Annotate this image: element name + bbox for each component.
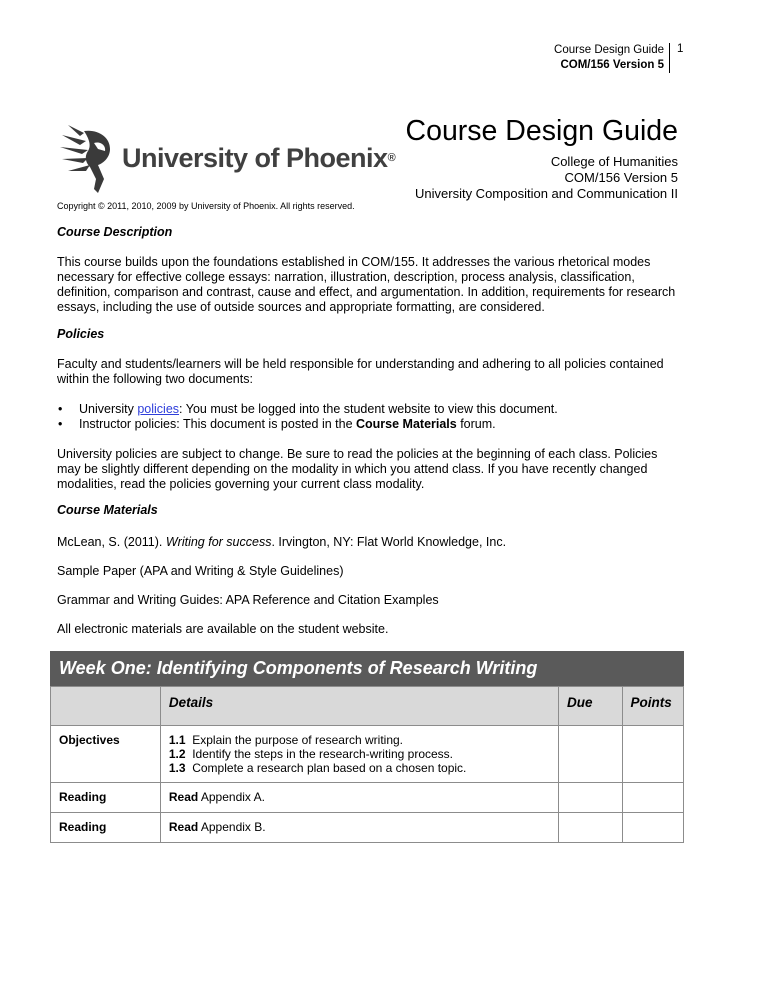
objective-item xyxy=(169,733,550,747)
week-one-heading: Week One: Identifying Components of Research Writing xyxy=(50,651,684,686)
registered-mark: ® xyxy=(387,152,396,164)
points-cell xyxy=(622,783,684,813)
column-header-points: Points xyxy=(622,687,684,726)
policies-section xyxy=(57,327,682,492)
policies-intro: Faculty and students/learners will be held responsible for understanding and adhering to all policies contained within the following two documents: xyxy=(57,357,664,386)
policies-note: University policies are subject to change. Be sure to read the policies at the beginning of each class. Policies may be slightly different depending on the modality in which you attend class. If you have recently changed modalities, read the policies governing your current class modality. xyxy=(57,447,658,491)
table-row xyxy=(51,783,684,813)
bullet-text: Instructor policies: This document is posted in the xyxy=(79,417,356,431)
column-header-label xyxy=(51,687,161,726)
policies-heading: Policies xyxy=(57,327,105,341)
objective-text: Complete a research plan based on a chosen topic. xyxy=(192,761,467,775)
week-one-table xyxy=(50,651,684,843)
reading-verb: Read xyxy=(168,790,199,804)
reading-cell xyxy=(160,783,558,813)
objectives-cell xyxy=(160,726,558,783)
list-item xyxy=(57,402,682,417)
reading-verb: Read xyxy=(168,820,199,834)
reading-cell xyxy=(160,813,558,843)
logo-wordmark-text: University of Phoenix xyxy=(122,143,388,173)
table-row xyxy=(51,813,684,843)
course-description-body: This course builds upon the foundations established in COM/155. It addresses the various rhetorical modes necessary for effective college essays: narration, illustration, description, process analysis, classification, definition, comparison and contrast, cause and effect, and argumentation. In addition, requirements for research essays, including the use of outside sources and appropriate formatting, are considered. xyxy=(57,255,676,314)
textbook-citation xyxy=(57,535,682,550)
page-number: 1 xyxy=(677,43,684,55)
course-materials-section xyxy=(57,503,682,637)
row-label: Reading xyxy=(51,783,161,813)
logo-wordmark xyxy=(122,143,395,174)
college-name: College of Humanities xyxy=(550,154,678,169)
table-header-row xyxy=(51,687,684,726)
objective-text: Identify the steps in the research-writing process. xyxy=(192,747,454,761)
copyright-notice: Copyright © 2011, 2010, 2009 by University of Phoenix. All rights reserved. xyxy=(57,201,355,211)
reading-text: Appendix A. xyxy=(198,790,265,804)
material-item: Grammar and Writing Guides: APA Reference and Citation Examples xyxy=(57,593,439,607)
citation-author: McLean, S. (2011). xyxy=(57,535,166,549)
running-header-title: Course Design Guide xyxy=(554,44,664,56)
bullet-text: : You must be logged into the student website to view this document. xyxy=(179,402,558,416)
bullet-text: University xyxy=(79,402,138,416)
material-item: Sample Paper (APA and Writing & Style Guidelines) xyxy=(57,564,344,578)
due-cell xyxy=(559,783,623,813)
bullet-text: forum. xyxy=(456,417,496,431)
course-description-section xyxy=(57,225,682,315)
course-materials-heading: Course Materials xyxy=(57,503,158,517)
citation-publisher: . Irvington, NY: Flat World Knowledge, Inc. xyxy=(271,535,507,549)
citation-title: Writing for success xyxy=(165,535,272,549)
document-title: Course Design Guide xyxy=(405,115,678,147)
points-cell xyxy=(622,813,684,843)
objective-text: Explain the purpose of research writing. xyxy=(192,733,403,747)
row-label: Objectives xyxy=(51,726,161,783)
title-block-details xyxy=(415,154,678,202)
material-item: All electronic materials are available on the student website. xyxy=(57,622,389,636)
objective-number: 1.2 xyxy=(168,747,186,761)
header-divider xyxy=(669,43,670,73)
objective-number: 1.1 xyxy=(168,733,186,747)
column-header-details: Details xyxy=(160,687,558,726)
week-one-grid xyxy=(50,686,684,843)
policies-list xyxy=(57,402,682,432)
reading-text: Appendix B. xyxy=(198,820,266,834)
objective-item xyxy=(169,761,550,775)
due-cell xyxy=(559,726,623,783)
row-label: Reading xyxy=(51,813,161,843)
course-name: University Composition and Communication II xyxy=(415,186,678,201)
objective-item xyxy=(169,747,550,761)
course-description-heading: Course Description xyxy=(57,225,173,239)
due-cell xyxy=(559,813,623,843)
course-version: COM/156 Version 5 xyxy=(564,170,678,185)
running-header-version: COM/156 Version 5 xyxy=(560,59,664,71)
table-row xyxy=(51,726,684,783)
list-item xyxy=(57,417,682,432)
column-header-due: Due xyxy=(559,687,623,726)
course-materials-forum-name: Course Materials xyxy=(356,417,457,431)
running-header xyxy=(554,43,664,73)
points-cell xyxy=(622,726,684,783)
policies-link[interactable]: policies xyxy=(137,402,180,416)
objective-number: 1.3 xyxy=(168,761,186,775)
